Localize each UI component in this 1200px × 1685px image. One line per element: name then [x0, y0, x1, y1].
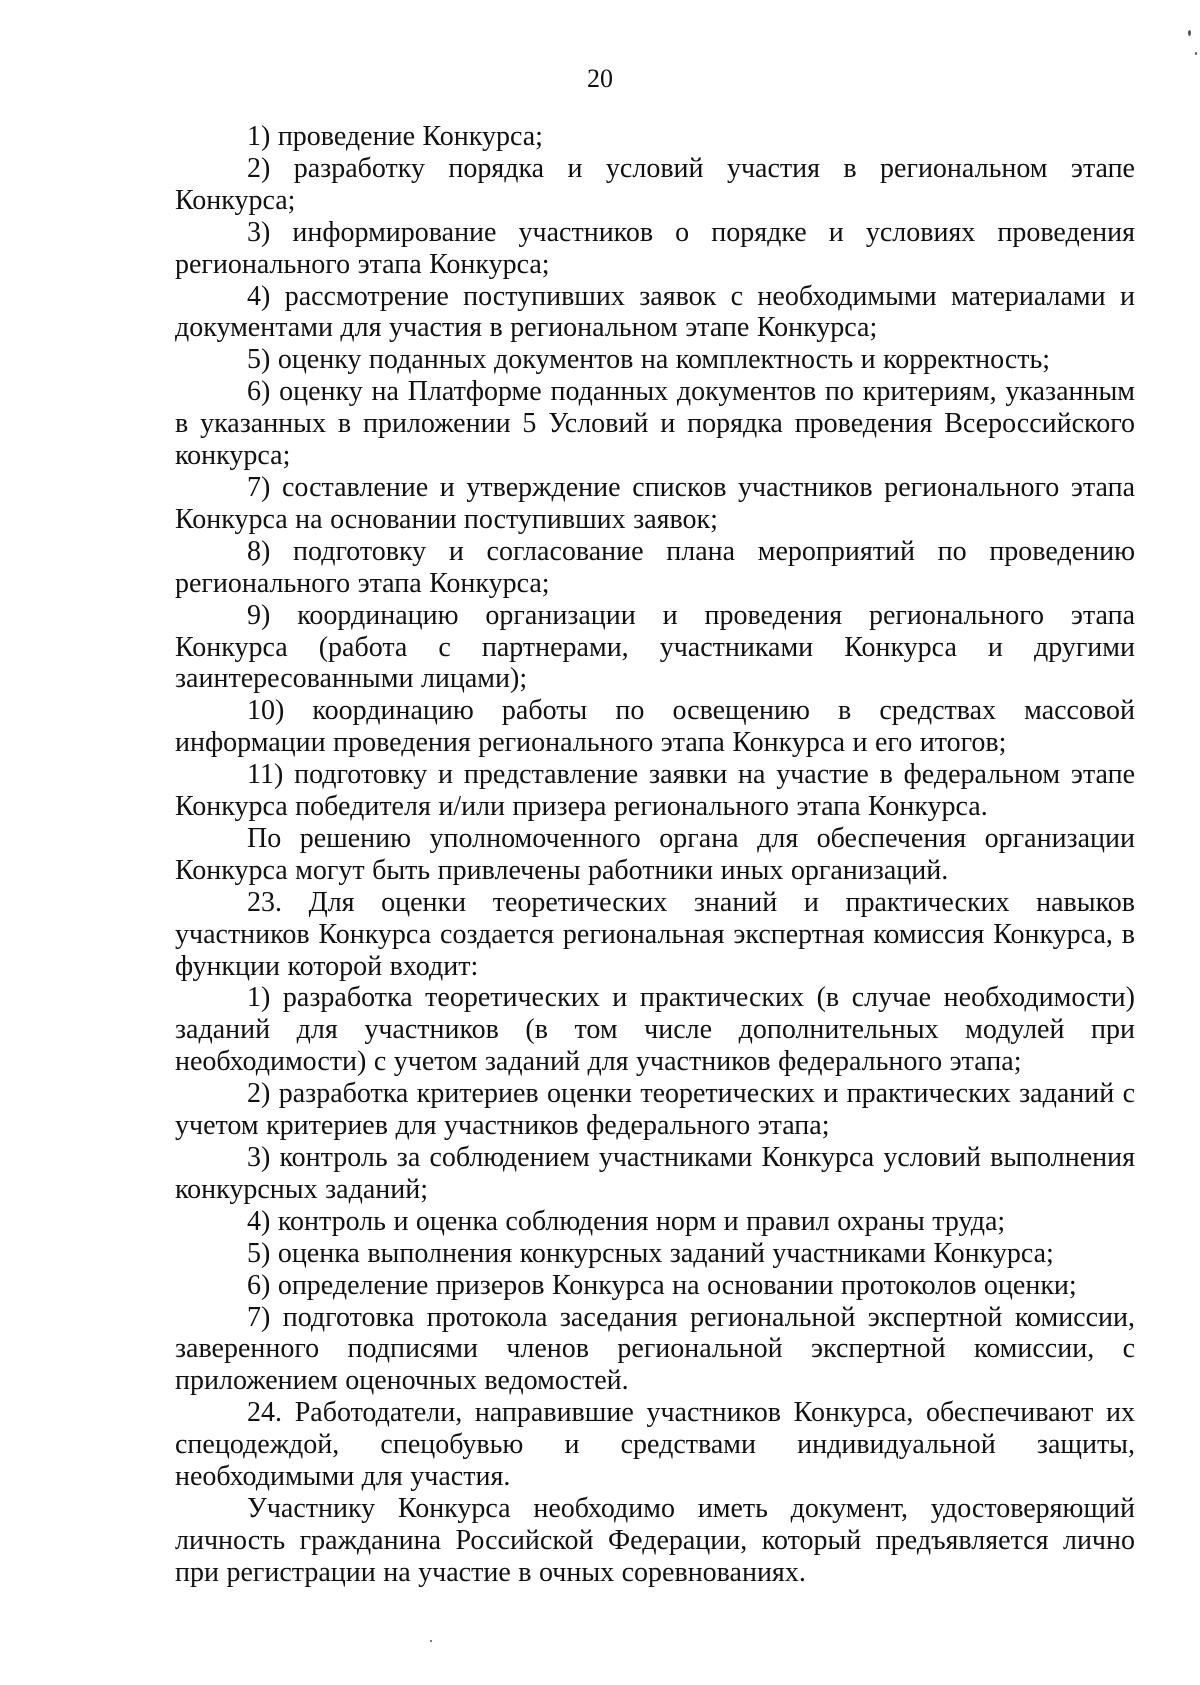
paragraph: 7) составление и утверждение списков участников регионального этапа Конкурса на основании поступивших заявок; — [175, 471, 1135, 535]
paragraph: 3) контроль за соблюдением участниками Конкурса условий выполнения конкурсных заданий; — [175, 1142, 1135, 1205]
page-number: 20 — [587, 64, 613, 93]
scan-speck — [1188, 30, 1191, 36]
paragraph: 23. Для оценки теоретических знаний и практических навыков участников Конкурса создается региональная экспертная комиссия Конкурса, в функции которой входит: — [175, 886, 1135, 982]
paragraph: 9) координацию организации и проведения регионального этапа Конкурса (работа с партнерами, участниками Конкурса и другими заинтересованными лицами); — [175, 599, 1135, 695]
paragraph: 6) оценку на Платформе поданных документов по критериям, указанным в указанных в приложении 5 Условий и порядка проведения Всероссийского конкурса; — [175, 376, 1135, 472]
paragraph: 2) разработку порядка и условий участия в региональном этапе Конкурса; — [175, 152, 1135, 216]
paragraph: 2) разработка критериев оценки теоретических и практических заданий с учетом критериев для участников федерального этапа; — [175, 1078, 1135, 1142]
paragraph: 8) подготовку и согласование плана мероприятий по проведению регионального этапа Конкурса; — [175, 535, 1135, 599]
paragraph: 6) определение призеров Конкурса на основании протоколов оценки; — [247, 1269, 1077, 1301]
paragraph: 11) подготовку и представление заявки на участие в федеральном этапе Конкурса победителя и/или призера регионального этапа Конкурса. — [175, 759, 1135, 823]
paragraph: 4) контроль и оценка соблюдения норм и правил охраны труда; — [247, 1205, 1006, 1237]
paragraph: 1) разработка теоретических и практических (в случае необходимости) заданий для участников (в том числе дополнительных модулей при необходимости) с учетом заданий для участников федерального этапа; — [175, 982, 1135, 1078]
paragraph: 3) информирование участников о порядке и условиях проведения регионального этапа Конкурса; — [175, 216, 1135, 280]
scan-speck — [430, 1640, 432, 1642]
document-body — [175, 121, 1135, 1589]
paragraph: Участнику Конкурса необходимо иметь документ, удостоверяющий личность гражданина Российской Федерации, который предъявляется лично при регистрации на участие в очных соревнованиях. — [175, 1492, 1135, 1588]
paragraph: 7) подготовка протокола заседания региональной экспертной комиссии, заверенного подписями членов региональной экспертной комиссии, с приложением оценочных ведомостей. — [175, 1301, 1135, 1397]
paragraph: 10) координацию работы по освещению в средствах массовой информации проведения регионального этапа Конкурса и его итогов; — [175, 695, 1135, 759]
paragraph: 1) проведение Конкурса; — [247, 121, 543, 152]
paragraph: 24. Работодатели, направившие участников Конкурса, обеспечивают их спецодеждой, спецобувью и средствами индивидуальной защиты, необходимыми для участия. — [175, 1397, 1135, 1493]
scan-speck — [1195, 52, 1197, 55]
paragraph: 5) оценку поданных документов на комплектность и корректность; — [247, 344, 1051, 376]
paragraph: По решению уполномоченного органа для обеспечения организации Конкурса могут быть привлечены работники иных организаций. — [175, 822, 1135, 886]
paragraph: 5) оценка выполнения конкурсных заданий участниками Конкурса; — [247, 1237, 1054, 1269]
paragraph: 4) рассмотрение поступивших заявок с необходимыми материалами и документами для участия в региональном этапе Конкурса; — [175, 280, 1135, 344]
